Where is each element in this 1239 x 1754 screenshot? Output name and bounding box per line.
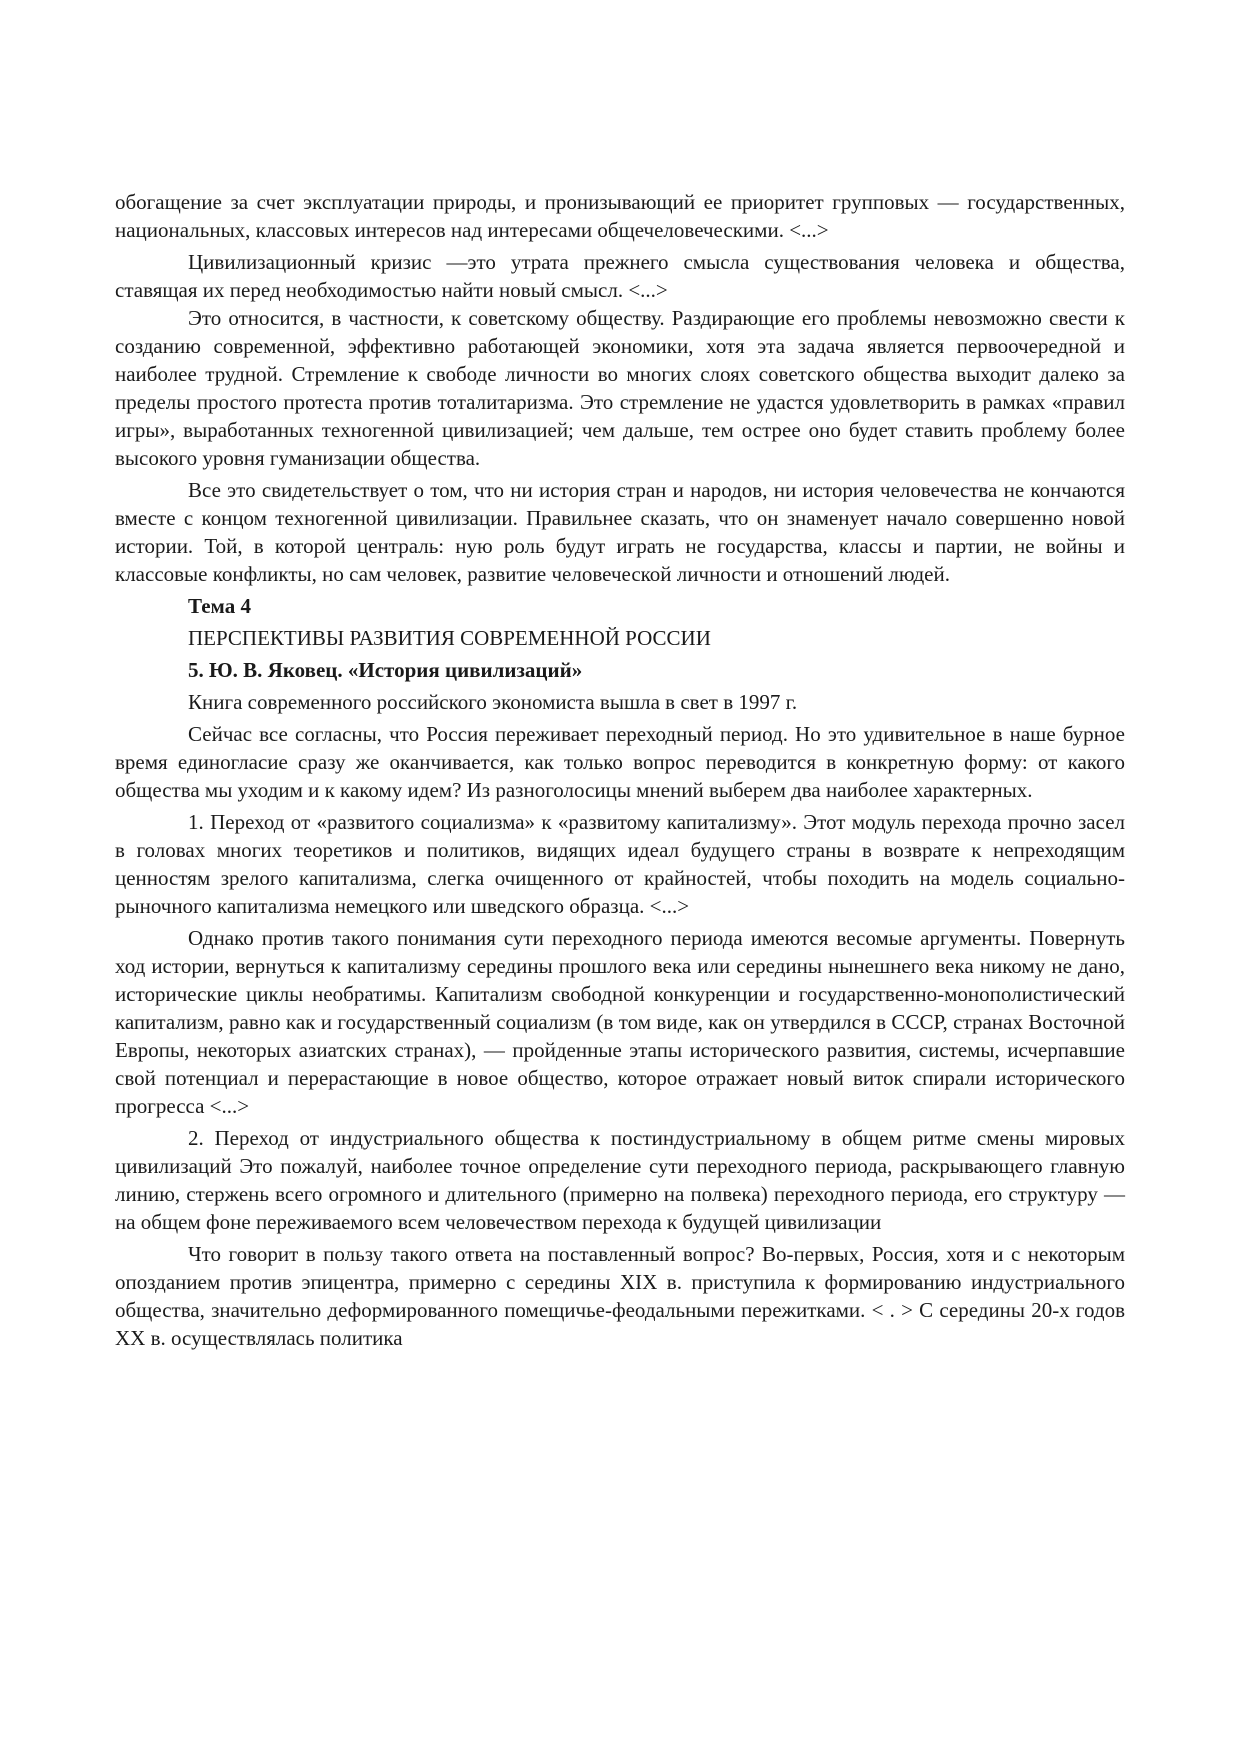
- paragraph: обогащение за счет эксплуатации природы, и пронизывающий ее приоритет групповых — государственных, национальных, классовых интересов над интересами общечеловеческими. <...>: [115, 190, 1125, 242]
- section-heading: ПЕРСПЕКТИВЫ РАЗВИТИЯ СОВРЕМЕННОЙ РОССИИ: [188, 626, 711, 650]
- document-page: [115, 188, 1125, 1352]
- paragraph: Сейчас все согласны, что Россия переживает переходный период. Но это удивительное в наше бурное время единогласие сразу же оканчивается, как только вопрос переводится в конкретную форму: от какого общества мы уходим и к какому идем? Из разноголосицы мнений выберем два наиболее характерных.: [115, 722, 1125, 802]
- paragraph: Что говорит в пользу такого ответа на поставленный вопрос? Во-первых, Россия, хотя и с некоторым опозданием против эпицентра, примерно с середины XIX в. приступила к формированию индустриального общества, значительно деформированного помещичье-феодальными пережитками. < . > С середины 20-х годов XX в. осуществлялась политика: [115, 1242, 1125, 1350]
- paragraph: 2. Переход от индустриального общества к постиндустриальному в общем ритме смены мировых цивилизаций Это пожалуй, наиболее точное определение сути переходного периода, раскрывающего главную линию, стержень всего огромного и длительного (примерно на полвека) переходного периода, его структуру — на общем фоне переживаемого всем человечеством перехода к будущей цивилизации: [115, 1126, 1125, 1234]
- paragraph: Это относится, в частности, к советскому обществу. Раздирающие его проблемы невозможно свести к созданию современной, эффективно работающей экономики, хотя эта задача является первоочередной и наиболее трудной. Стремление к свободе личности во многих слоях советского общества выходит далеко за пределы простого протеста против тоталитаризма. Это стремление не удастся удовлетворить в рамках «правил игры», выработанных техногенной цивилизацией; чем дальше, тем острее оно будет ставить проблему более высокого уровня гуманизации общества.: [115, 306, 1125, 470]
- paragraph: Все это свидетельствует о том, что ни история стран и народов, ни история человечества не кончаются вместе с концом техногенной цивилизации. Правильнее сказать, что он знаменует начало совершенно новой истории. Той, в которой централь: ную роль будут играть не государства, классы и партии, не войны и классовые конфликты, но сам человек, развитие человеческой личности и отношений людей.: [115, 478, 1125, 586]
- paragraph: Однако против такого понимания сути переходного периода имеются весомые аргументы. Повернуть ход истории, вернуться к капитализму середины прошлого века или середины нынешнего века никому не дано, исторические циклы необратимы. Капитализм свободной конкуренции и государственно-монополистический капитализм, равно как и государственный социализм (в том виде, как он утвердился в СССР, странах Восточной Европы, некоторых азиатских странах), — пройденные этапы исторического развития, системы, исчерпавшие свой потенциал и перерастающие в новое общество, которое отражает новый виток спирали исторического прогресса <...>: [115, 926, 1125, 1118]
- paragraph: 1. Переход от «развитого социализма» к «развитому капитализму». Этот модуль перехода прочно засел в головах многих теоретиков и политиков, видящих идеал будущего страны в возврате к непреходящим ценностям зрелого капитализма, слегка очищенного от крайностей, чтобы походить на модель социально-рыночного капитализма немецкого или шведского образца. <...>: [115, 810, 1125, 918]
- paragraph: Книга современного российского экономиста вышла в свет в 1997 г.: [188, 690, 798, 714]
- topic-heading: Тема 4: [188, 594, 251, 618]
- paragraph: Цивилизационный кризис —это утрата прежнего смысла существования человека и общества, ставящая их перед необходимостью найти новый смысл. <...>: [115, 250, 1125, 302]
- source-heading: 5. Ю. В. Яковец. «История цивилизаций»: [188, 658, 583, 682]
